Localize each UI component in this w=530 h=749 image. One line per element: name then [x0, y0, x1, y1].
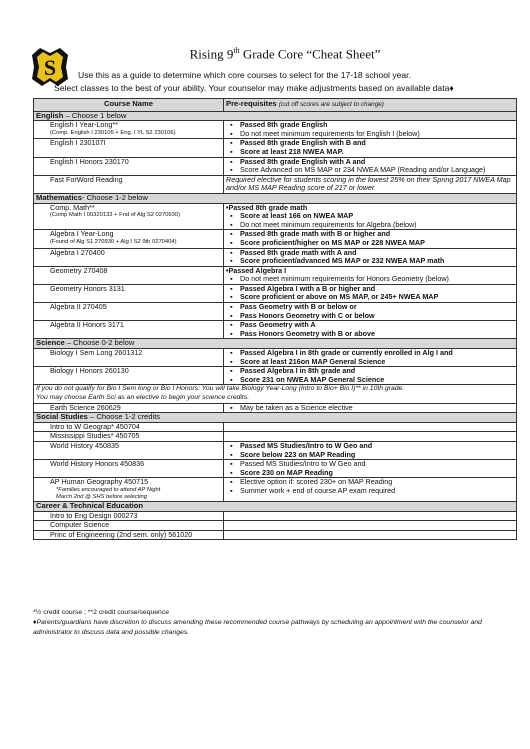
table-row: Algebra I 270400 ▪ Passed 8th grade math with A and ▪ Score proficient/advanced MS MAP or 232 NWEA MAP math [34, 248, 517, 266]
table-row: Algebra II Honors 3171 ▪ Pass Geometry with A ▪ Pass Honors Geometry with B or above [34, 321, 517, 339]
table-row: Biology I Honors 260130 ▪ Passed Algebra I in 8th grade and ▪ Score 231 on NWEA MAP General Science [34, 367, 517, 385]
table-row: Earth Science 260629 ▪ May be taken as a Science elective [34, 403, 517, 413]
table-row: Intro to Eng Design 000273 [34, 511, 517, 521]
table-row: AP Human Geography 450715 *Families encouraged to attend AP Night March 2nd @ SHS before selecting ▪ Elective option if: scored 230+ on MAP Reading ▪ Summer work + end of course AP exam required [34, 478, 517, 502]
table-header [34, 99, 517, 112]
table-row: Geometry 270408 •Passed Algebra I ▪ Do not meet minimum requirements for Honors Geometry (below) [34, 266, 517, 284]
science-note: If you do not qualify for Bio I Sem long or Bio I Honors: You will take Biology Year-Long (Intro to Bio+ Bio I)** in 10th grade. You may choose Earth Sci as an elective to begin your science credits. [34, 385, 517, 403]
parents-footnote: ♦Parents/guardians have discretion to discuss amending these recommended course pathways by scheduling an appointment with the counselor and administrator to discuss data and possible changes. [33, 619, 482, 636]
col-prerequisites: Pre-requisites (cut off scores are subject to change) [224, 99, 517, 112]
table-row: Algebra I Year-Long (Found of Alg S1 270930 + Alg I S2 9th 0270404) ▪ Passed 8th grade math with B or higher and ▪ Score proficient/higher on MS MAP or 228 NWEA MAP [34, 230, 517, 248]
table-row: English I Honors 230170 ▪ Passed 8th grade English with A and ▪ Score Advanced on MS MAP or 234 NWEA MAP (Reading and/or Language) [34, 157, 517, 175]
table-row: English I Year-Long** (Comp. English I 230105 + Eng. I YL S2 230106) ▪ Passed 8th grade English ▪ Do not meet minimum requirements for English I (below) [34, 121, 517, 139]
table-row: Algebra II 270405 ▪ Pass Geometry with B or below or ▪ Pass Honors Geometry with C or below [34, 303, 517, 321]
intro-line-2: Select classes to the best of your ability. Your counselor may make adjustments based on available data♦ [54, 83, 454, 93]
section-science: Science – Choose 0-2 below [34, 339, 517, 349]
col-course-name: Course Name [34, 99, 224, 112]
course-table [33, 98, 517, 540]
table-row: English I 230107I ▪ Passed 8th grade English with B and ▪ Score at least 218 NWEA MAP. [34, 139, 517, 157]
intro-text [54, 69, 528, 95]
intro-line-1: Use this as a guide to determine which core courses to select for the 17-18 school year. [78, 70, 411, 80]
credit-footnote: *½ credit course ; **2 credit course/sequence [33, 609, 170, 616]
page-title: Rising 9th Grade Core “Cheat Sheet” [189, 46, 381, 62]
section-career-technical: Career & Technical Education [34, 501, 517, 511]
svg-text:S: S [43, 55, 57, 80]
table-row: World History 450835 ▪ Passed MS Studies/Intro to W Geo and ▪ Score below 223 on MAP Reading [34, 441, 517, 459]
table-row: Geometry Honors 3131 ▪ Passed Algebra I with a B or higher and ▪ Score proficient or above on MS MAP, or 245+ NWEA MAP [34, 284, 517, 302]
table-row: Comp. Math** (Comp Math I 00320133 + Fnd of Alg S2 0270930) •Passed 8th grade math ▪ Score at least 166 on NWEA MAP ▪ Do not meet minimum requirements for Algebra (below) [34, 203, 517, 230]
table-row: Computer Science [34, 521, 517, 531]
section-social-studies: Social Studies – Choose 1-2 credits [34, 413, 517, 423]
table-row: Fast ForWord Reading Required elective for students scoring in the lowest 25% on their Spring 2017 NWEA Map and/or MS MAP Reading score of 217 or lower [34, 175, 517, 193]
table-row: World History Honors 450836 ▪ Passed MS Studies/Intro to W Geo and ▪ Score 230 on MAP Reading [34, 460, 517, 478]
table-row: Princ of Engineering (2nd sem. only) 561020 [34, 530, 517, 540]
section-english: English – Choose 1 below [34, 111, 517, 121]
footnotes [33, 608, 517, 638]
table-row: Intro to W Geograp* 450704 [34, 422, 517, 432]
section-mathematics: Mathematics- Choose 1-2 below [34, 193, 517, 203]
table-row: Mississippi Studies* 450705 [34, 432, 517, 442]
table-row: Biology I Sem Long 2601312 ▪ Passed Algebra I in 8th grade or currently enrolled in Alg I and ▪ Score at least 216on MAP General Science [34, 349, 517, 367]
